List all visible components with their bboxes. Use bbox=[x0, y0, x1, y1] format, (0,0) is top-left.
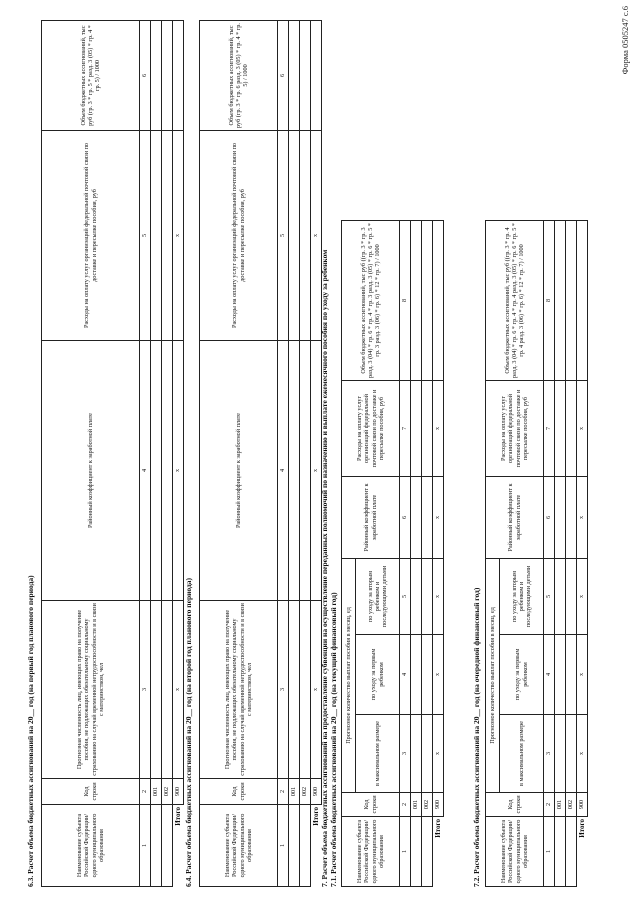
total-label: Итого bbox=[312, 807, 321, 826]
row-code: 900 bbox=[173, 779, 184, 805]
col-num: 3 bbox=[400, 715, 411, 793]
section-title: 6.3. Расчет объема бюджетных ассигнований на 20__ год (на первый год планового периода) bbox=[26, 575, 35, 887]
x-mark: x bbox=[173, 131, 184, 341]
row-code: 900 bbox=[577, 793, 588, 817]
x-mark: x bbox=[433, 381, 444, 477]
x-mark: x bbox=[311, 131, 322, 341]
rotated-page bbox=[18, 17, 624, 887]
header-name: Наименование субъекта Российской Федерации/одного муниципального образования bbox=[342, 817, 400, 887]
table-7-2 bbox=[485, 220, 588, 887]
table-6-3 bbox=[41, 20, 184, 887]
col-num: 3 bbox=[140, 601, 151, 779]
header-district: Районный коэффициент к заработной плате bbox=[200, 341, 278, 601]
row-code: 001 bbox=[555, 793, 566, 817]
header-volume: Объем бюджетных ассигнований, тыс руб ((гр. 3 * гр. 4 разд. 3 (04) * гр. 6 * гр. 4 * гр. 4 разд. 3 (05) * гр. 6 * гр. 5 * гр. 4 разд. 3 (06) * гр. 6) * 12 * гр. 7) / 1000 bbox=[486, 221, 544, 381]
table-row bbox=[289, 21, 300, 887]
col-num: 2 bbox=[278, 779, 289, 805]
col-num: 3 bbox=[544, 715, 555, 793]
section-title: 7.2. Расчет объема бюджетных ассигнований на 20__ год (на очередной финансовый год) bbox=[472, 587, 481, 887]
header-code: Код строки bbox=[342, 793, 400, 817]
header-volume: Объем бюджетных ассигнований, тыс руб ((гр. 3 * гр. 3 разд. 3 (04) * гр. 6 * гр. 4 * гр. 3 разд. 3 (05) * гр. 6 * гр. 5 * гр. 3 разд. 3 (06) * гр. 6) * 12 * гр. 7) / 1000 bbox=[342, 221, 400, 381]
x-mark: x bbox=[311, 341, 322, 601]
row-code: 002 bbox=[162, 779, 173, 805]
header-post: Расходы на оплату услуг организаций федеральной почтовой связи по доставке и пересылке пособия, руб bbox=[342, 381, 400, 477]
header-first: по уходу за первым ребенком bbox=[356, 635, 400, 715]
x-mark: x bbox=[577, 635, 588, 715]
header-second: по уходу за вторым ребенком и последующими детьми bbox=[356, 559, 400, 635]
header-persons: Прогнозная численность лиц, имеющих право на получение пособия, не подлежащих обязательному социальному страхованию на случай временной нетрудоспособности и в связи с материнством, чел bbox=[42, 601, 140, 779]
col-num: 6 bbox=[278, 21, 289, 131]
header-name: Наименование субъекта Российской Федерации/одного муниципального образования bbox=[200, 805, 278, 887]
header-code: Код строки bbox=[200, 779, 278, 805]
total-label: Итого bbox=[434, 819, 443, 838]
col-num: 1 bbox=[278, 805, 289, 887]
row-code: 002 bbox=[300, 779, 311, 805]
table-row bbox=[422, 221, 433, 887]
table-row bbox=[555, 221, 566, 887]
col-num: 1 bbox=[140, 805, 151, 887]
header-district: Районный коэффициент к заработной плате bbox=[42, 341, 140, 601]
col-num: 5 bbox=[278, 131, 289, 341]
x-mark: x bbox=[173, 601, 184, 779]
col-num: 3 bbox=[278, 601, 289, 779]
x-mark: x bbox=[433, 715, 444, 793]
x-mark: x bbox=[577, 715, 588, 793]
header-post: Расходы на оплату услуг организаций федеральной почтовой связи по доставке и пересылке пособия, руб bbox=[200, 131, 278, 341]
col-num: 2 bbox=[400, 793, 411, 817]
header-volume: Объем бюджетных ассигнований, тыс руб (гр. 3 * гр. 6 разд. 3 (05) * гр. 4 * гр. 5) / 1000 bbox=[200, 21, 278, 131]
col-num: 6 bbox=[400, 477, 411, 559]
table-row bbox=[300, 21, 311, 887]
row-code: 001 bbox=[151, 779, 162, 805]
header-group: Прогнозное количество выплат пособия в месяц, ед bbox=[342, 559, 356, 793]
col-num: 6 bbox=[140, 21, 151, 131]
header-name: Наименование субъекта Российской Федерации/одного муниципального образования bbox=[486, 817, 544, 887]
header-persons: Прогнозная численность лиц, имеющих право на получение пособия, не подлежащих обязательному социальному страхованию на случай временной нетрудоспособности и в связи с материнством, чел bbox=[200, 601, 278, 779]
col-num: 7 bbox=[400, 381, 411, 477]
header-district: Районный коэффициент к заработной плате bbox=[486, 477, 544, 559]
header-post: Расходы на оплату услуг организаций федеральной почтовой связи по доставке и пересылке пособия, руб bbox=[42, 131, 140, 341]
section-7-2 bbox=[472, 220, 588, 887]
section-6-4 bbox=[184, 20, 322, 887]
row-code: 001 bbox=[411, 793, 422, 817]
header-second: по уходу за вторым ребенком и последующими детьми bbox=[500, 559, 544, 635]
x-mark: x bbox=[173, 341, 184, 601]
header-post: Расходы на оплату услуг организаций федеральной почтовой связи по доставке и пересылке пособия, руб bbox=[486, 381, 544, 477]
col-num: 5 bbox=[400, 559, 411, 635]
col-num: 4 bbox=[400, 635, 411, 715]
x-mark: x bbox=[577, 381, 588, 477]
form-code: Форма 0505247 с.6 bbox=[620, 6, 630, 75]
x-mark: x bbox=[577, 477, 588, 559]
row-code: 002 bbox=[422, 793, 433, 817]
x-mark: x bbox=[577, 559, 588, 635]
col-num: 4 bbox=[140, 341, 151, 601]
col-num: 4 bbox=[278, 341, 289, 601]
section-title: 6.4. Расчет объема бюджетных ассигнований на 20__ год (на второй год планового периода) bbox=[184, 577, 193, 887]
header-max: в максимальном размере bbox=[500, 715, 544, 793]
total-label: Итого bbox=[578, 819, 587, 838]
col-num: 2 bbox=[140, 779, 151, 805]
x-mark: x bbox=[433, 635, 444, 715]
col-num: 5 bbox=[140, 131, 151, 341]
section-subtitle: 7.1. Расчет объема бюджетных ассигнований на 20__ год (на текущий финансовый год) bbox=[329, 592, 338, 887]
header-name: Наименование субъекта Российской Федерации/одного муниципального образования bbox=[42, 805, 140, 887]
row-code: 900 bbox=[433, 793, 444, 817]
header-first: по уходу за первым ребенком bbox=[500, 635, 544, 715]
total-row bbox=[433, 221, 444, 887]
table-row bbox=[411, 221, 422, 887]
header-code: Код строки bbox=[42, 779, 140, 805]
col-num: 1 bbox=[544, 817, 555, 887]
row-code: 002 bbox=[566, 793, 577, 817]
header-code: Код строки bbox=[486, 793, 544, 817]
header-volume: Объем бюджетных ассигнований, тыс руб (гр. 3 * гр. 5 * разд. 3 (05) * гр. 4 * гр. 5) / 1000 bbox=[42, 21, 140, 131]
table-6-4 bbox=[199, 20, 322, 887]
table-row bbox=[151, 21, 162, 887]
table-row bbox=[566, 221, 577, 887]
header-group: Прогнозное количество выплат пособия в месяц, ед bbox=[486, 559, 500, 793]
col-num: 4 bbox=[544, 635, 555, 715]
header-district: Районный коэффициент к заработной плате bbox=[342, 477, 400, 559]
row-code: 900 bbox=[311, 779, 322, 805]
x-mark: x bbox=[433, 477, 444, 559]
total-row bbox=[577, 221, 588, 887]
col-num: 8 bbox=[400, 221, 411, 381]
header-max: в максимальном размере bbox=[356, 715, 400, 793]
section-6-3 bbox=[26, 20, 184, 887]
total-label: Итого bbox=[174, 807, 183, 826]
col-num: 1 bbox=[400, 817, 411, 887]
col-num: 5 bbox=[544, 559, 555, 635]
row-code: 001 bbox=[289, 779, 300, 805]
col-num: 8 bbox=[544, 221, 555, 381]
section-7-1 bbox=[320, 220, 444, 887]
section-title: 7. Расчет объема бюджетных ассигнований на предоставление субвенции на осуществление переданных полномочий по назначению и выплате ежемесячного пособия по уходу за ребенком bbox=[320, 249, 329, 887]
x-mark: x bbox=[311, 601, 322, 779]
x-mark: x bbox=[433, 559, 444, 635]
table-row bbox=[162, 21, 173, 887]
total-row bbox=[173, 21, 184, 887]
table-7-1 bbox=[341, 220, 444, 887]
col-num: 2 bbox=[544, 793, 555, 817]
col-num: 6 bbox=[544, 477, 555, 559]
col-num: 7 bbox=[544, 381, 555, 477]
